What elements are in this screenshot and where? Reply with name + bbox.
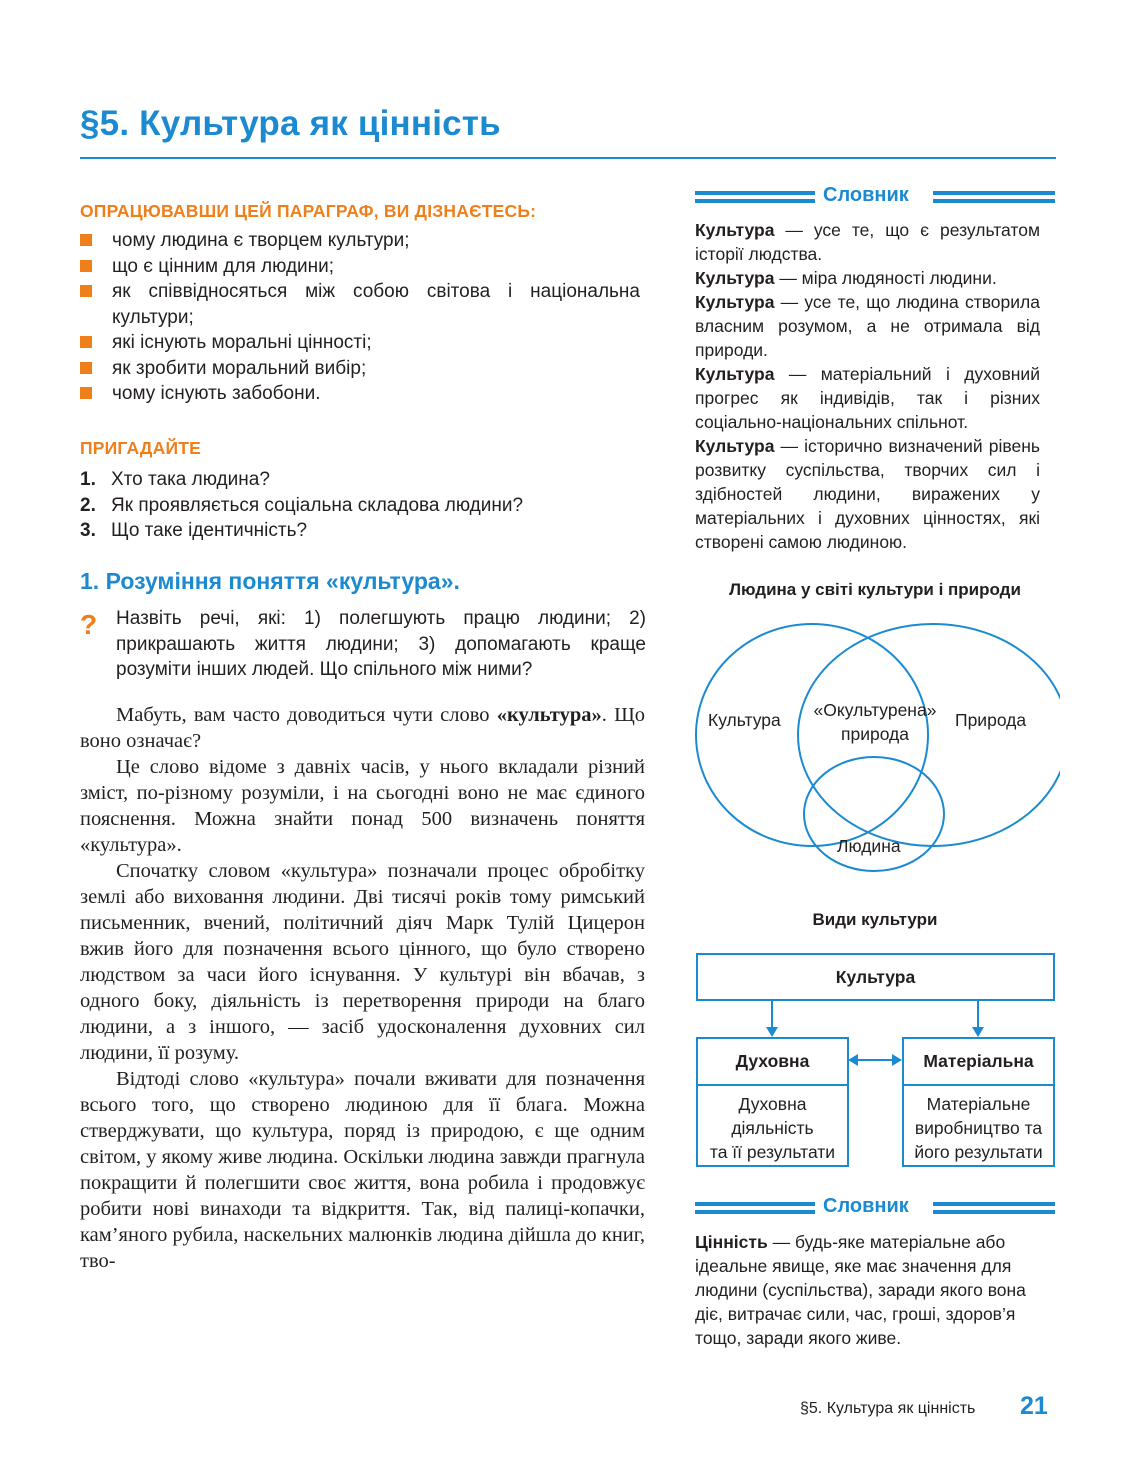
list-item: 2. Як проявляється соціальна складова людини? [80, 494, 524, 516]
dictionary-label: Словник [823, 184, 909, 206]
recall-list [80, 467, 640, 544]
list-item: які існують моральні цінності; [80, 330, 640, 356]
venn-right-label: Природа [955, 710, 1027, 730]
types-caption: Види культури [812, 910, 938, 929]
paragraph: Це слово відоме з давніх часів, у нього вкладали різний зміст, по-різному розуміли, і на сьогодні воно не має єдиного пояснення. Можна знайти понад 500 визначень поняття «культура». [80, 756, 645, 856]
glossary-entry: Культура — матеріальний і духовний прогрес як індивідів, так і різних соціально-національних спільнот. [695, 364, 1040, 432]
glossary-entry: Культура — історично визначений рівень розвитку суспільства, творчих сил і здібностей людини, виражених у матеріальних і духовних цінностях, які створені самою людиною. [695, 436, 1040, 552]
body-text [80, 702, 645, 1274]
list-item: 3. Що таке ідентичність? [80, 520, 308, 541]
arrow-left-icon [848, 1054, 858, 1066]
glossary [695, 1230, 1045, 1350]
glossary-entry: Культура — усе те, що людина створила власним розумом, а не отримала від природи. [695, 292, 1040, 360]
page-title: §5. Культура як цінність [80, 104, 501, 143]
square-bullet-icon [80, 362, 92, 374]
paragraph: Відтоді слово «культура» почали вживати для позначення всього того, що створено людиною для її блага. Можна стверджувати, що культура, поряд із природою, є ще одним світом, у якому живе людина. Оскільки людина завжди прагнула покращити й полегшити своє життя, вона робила і продовжує робити нові винаходи та відкриття. Так, від палиці-копачки, кам’яного рубила, наскельних малюнків людина дійшла до книг, тво- [80, 1068, 645, 1272]
paragraph: Мабуть, вам часто доводиться чути слово «культура». Що воно означає? [80, 704, 645, 752]
title-divider [80, 157, 1056, 159]
learn-list [80, 228, 640, 407]
section-heading: 1. Розуміння поняття «культура». [80, 568, 460, 594]
double-rule [933, 1202, 1055, 1214]
venn-caption: Людина у світі культури і природи [729, 580, 1021, 599]
venn-bottom-label: Людина [837, 836, 901, 856]
page-number: 21 [1020, 1392, 1048, 1420]
recall-heading: ПРИГАДАЙТЕ [80, 438, 201, 458]
list-item: 1. Хто така людина? [80, 469, 270, 490]
glossary-entry: Культура — усе те, що є результатом історії людства. [695, 220, 1040, 264]
dictionary-label: Словник [823, 1195, 909, 1217]
list-item: як співвідносяться між собою світова і національна культури; [80, 279, 640, 330]
learn-heading: ОПРАЦЮВАВШИ ЦЕЙ ПАРАГРАФ, ВИ ДІЗНАЄТЕСЬ: [80, 201, 537, 221]
paragraph: Спочатку словом «культура» позначали процес обробітку землі або виховання людини. Дві тисячі років тому римський письменник, вчений, політичний діяч Марк Тулій Цицерон вжив його для позначення всього цінного, що було створено людством за часи його існування. У культурі він вбачав, з одного боку, діяльність із перетворення природи на благо людини, а з іншого, — засіб удосконалення духовних сил людини, її розуму. [80, 860, 645, 1064]
glossary-entry: Культура — міра людяності людини. [695, 268, 997, 288]
venn-middle-label: «Окультурена» природа [813, 700, 937, 744]
square-bullet-icon [80, 336, 92, 348]
running-footer: §5. Культура як цінність [800, 1400, 976, 1417]
question-text: Назвіть речі, які: 1) полегшують працю людини; 2) прикрашають життя людини; 3) допомагають краще розуміти інших людей. Що спільного між ними? [116, 608, 646, 680]
arrow-down-icon [972, 1027, 984, 1037]
list-item: що є цінним для людини; [80, 254, 640, 280]
list-item: чому існують забобони. [80, 381, 640, 407]
list-item: як зробити моральний вибір; [80, 356, 640, 382]
dictionary-header [695, 1196, 1055, 1220]
glossary [695, 218, 1040, 554]
arrow-down-icon [766, 1027, 778, 1037]
square-bullet-icon [80, 285, 92, 297]
double-rule [695, 191, 815, 203]
square-bullet-icon [80, 234, 92, 246]
list-item: чому людина є творцем культури; [80, 228, 640, 254]
square-bullet-icon [80, 387, 92, 399]
arrow-right-icon [892, 1054, 902, 1066]
spiritual-box: Духовна Духовна діяльність та її результати [696, 1037, 849, 1167]
double-rule [933, 191, 1055, 203]
material-box: Матеріальна Матеріальне виробництво та його результати [902, 1037, 1055, 1167]
glossary-entry: Цінність — будь-яке матеріальне або ідеальне явище, яке має значення для людини (суспільства), заради якого вона діє, витрачає сили, час, гроші, здоров’я тощо, заради якого живе. [695, 1232, 1026, 1348]
venn-left-label: Культура [708, 710, 781, 730]
square-bullet-icon [80, 260, 92, 272]
dictionary-header [695, 185, 1055, 209]
question-mark-icon: ? [80, 609, 98, 640]
root-box: Культура [696, 953, 1055, 1001]
double-rule [695, 1202, 815, 1214]
